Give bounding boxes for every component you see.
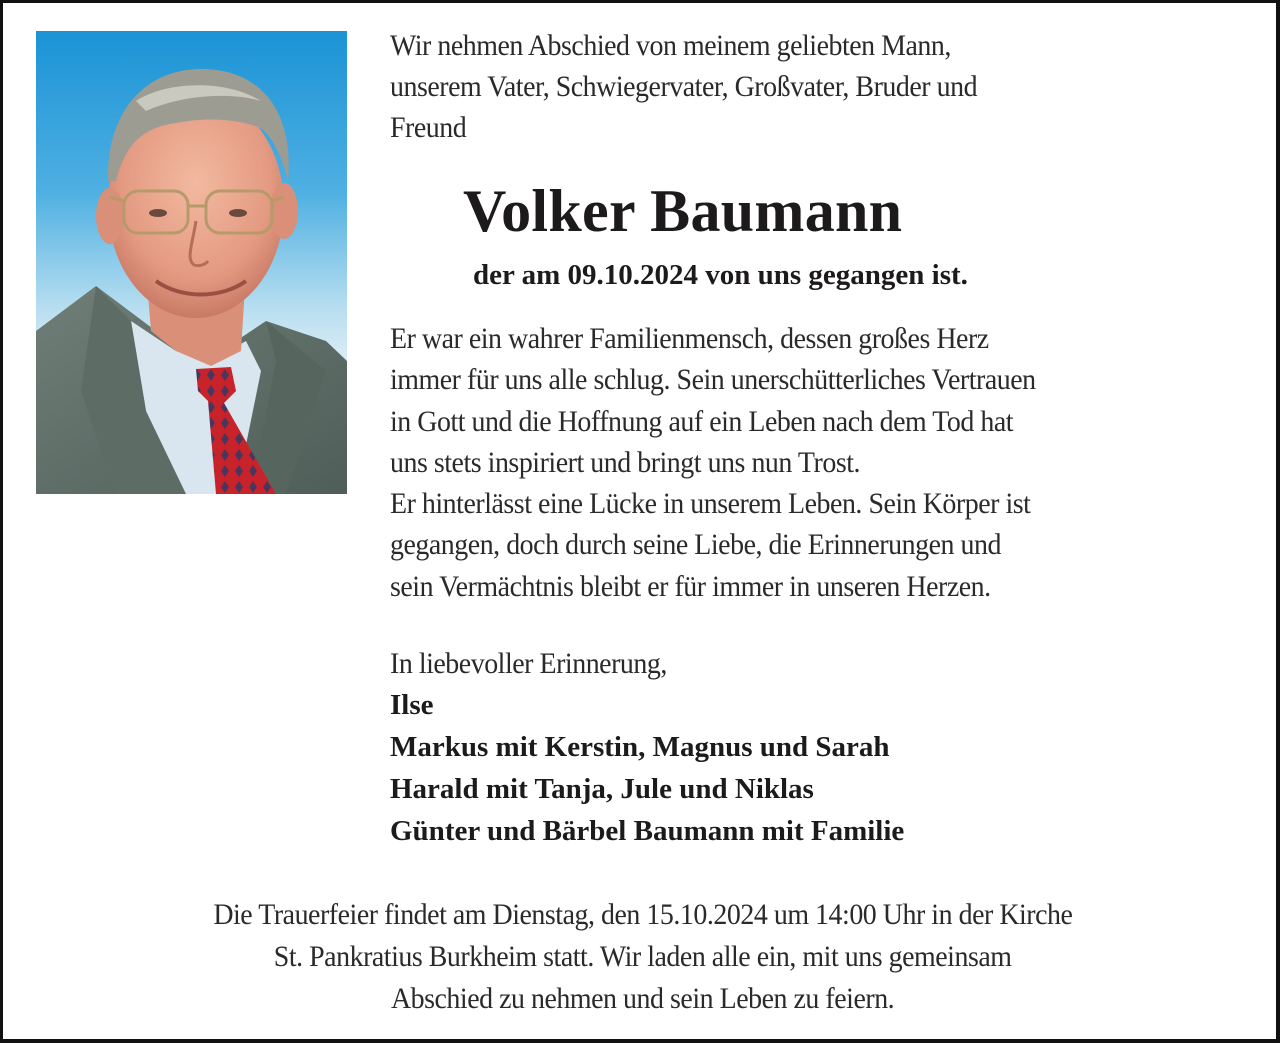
- tribute-line: Er hinterlässt eine Lücke in unserem Leben. Sein Körper ist: [390, 487, 1031, 521]
- mourner: Markus mit Kerstin, Magnus und Sarah: [390, 731, 890, 763]
- funeral-line: Die Trauerfeier findet am Dienstag, den 15.10.2024 um 14:00 Uhr in der Kirche: [213, 898, 1073, 931]
- tribute-line: uns stets inspiriert und bringt uns nun Trost.: [390, 445, 861, 479]
- intro-line: unserem Vater, Schwiegervater, Großvater, Bruder und: [390, 70, 978, 103]
- closing-salutation: In liebevoller Erinnerung,: [390, 647, 667, 680]
- portrait-illustration: [36, 31, 347, 494]
- tribute-line: immer für uns alle schlug. Sein unerschütterliches Vertrauen: [390, 363, 1036, 397]
- tribute-line: gegangen, doch durch seine Liebe, die Erinnerungen und: [390, 528, 1001, 562]
- mourners-list: [390, 684, 1190, 852]
- funeral-line: St. Pankratius Burkheim statt. Wir laden alle ein, mit uns gemeinsam: [274, 940, 1012, 973]
- date-of-death-line: der am 09.10.2024 von uns gegangen ist.: [473, 259, 968, 291]
- tribute-text: [390, 318, 1227, 607]
- tribute-line: in Gott und die Hoffnung auf ein Leben nach dem Tod hat: [390, 404, 1014, 438]
- intro-text: [390, 25, 1190, 148]
- intro-line: Freund: [390, 111, 467, 144]
- mourner: Günter und Bärbel Baumann mit Familie: [390, 815, 905, 847]
- funeral-line: Abschied zu nehmen und sein Leben zu feiern.: [391, 982, 895, 1015]
- tribute-line: Er war ein wahrer Familienmensch, dessen großes Herz: [390, 322, 989, 355]
- tribute-line: sein Vermächtnis bleibt er für immer in unseren Herzen.: [390, 569, 991, 603]
- funeral-announcement: [3, 894, 1280, 1020]
- portrait-photo: [36, 31, 347, 494]
- mourner: Harald mit Tanja, Jule und Niklas: [390, 773, 814, 805]
- intro-line: Wir nehmen Abschied von meinem geliebten Mann,: [390, 29, 951, 62]
- deceased-name: Volker Baumann: [463, 178, 903, 244]
- mourner: Ilse: [390, 689, 434, 721]
